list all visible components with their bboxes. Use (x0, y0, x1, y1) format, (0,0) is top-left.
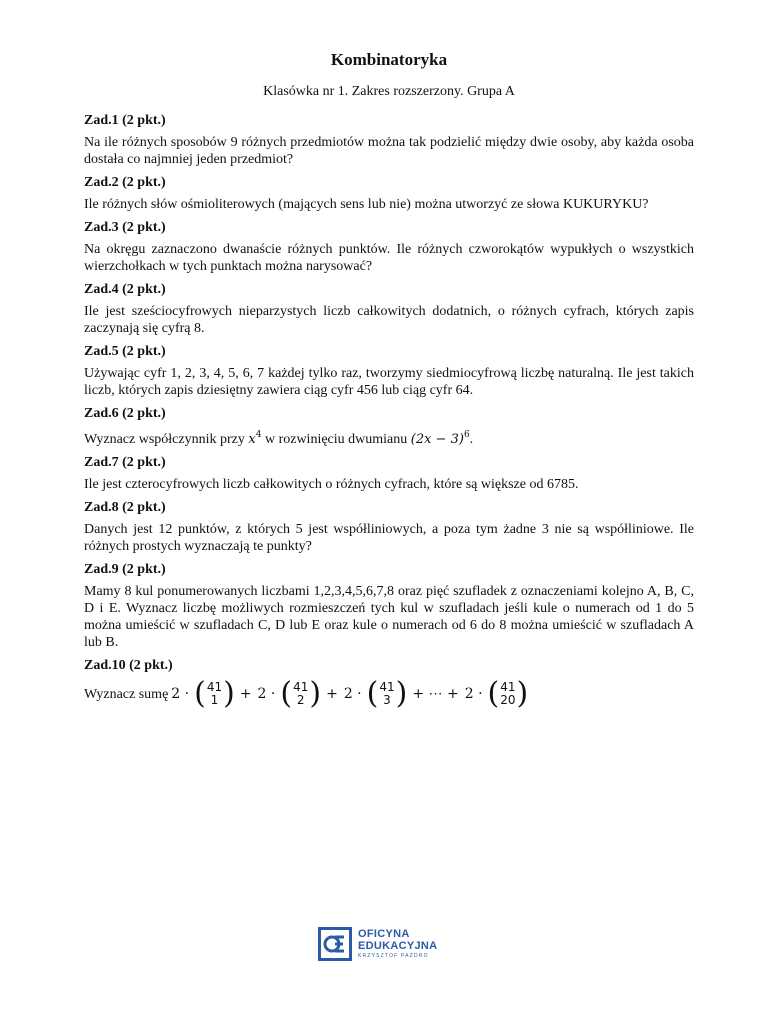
task-text: Ile jest sześciocyfrowych nieparzystych liczb całkowitych dodatnich, o różnych cyfrach, których zapis zaczynają się cyfrą 8. (84, 304, 694, 336)
binom-bottom: 2 (296, 693, 305, 707)
binom-stack (499, 681, 516, 707)
document-page (84, 50, 694, 715)
left-paren: ( (487, 676, 500, 711)
logo-line-2: EDUKACYJNA (358, 939, 438, 952)
binom-bottom: 3 (383, 693, 391, 707)
math-binomial (411, 432, 470, 447)
binomial-coefficient (366, 676, 408, 711)
left-paren: ( (366, 676, 379, 711)
right-paren: ) (395, 676, 408, 711)
task-heading: Zad.7 (2 pkt.) (84, 455, 166, 470)
task-heading: Zad.4 (2 pkt.) (84, 282, 166, 297)
math-binom-expr: (2x − 3) (410, 432, 464, 447)
binom-top: 41 (293, 680, 309, 694)
binom-top: 41 (206, 680, 223, 694)
task-heading: Zad.9 (2 pkt.) (84, 562, 166, 577)
task-1 (84, 112, 694, 168)
task-text (84, 427, 694, 448)
task-text-part: w rozwinięciu dwumianu (261, 432, 411, 447)
coefficient: 2 · (464, 685, 483, 702)
task-text: Ile jest czterocyfrowych liczb całkowitych o różnych cyfrach, które są większe od 6785. (84, 477, 579, 492)
task-text: Mamy 8 kul ponumerowanych liczbami 1,2,3,4,5,6,7,8 oraz pięć szufladek z oznaczeniami kolejno A, B, C, D i E. Wyznacz liczbę możliwych rozmieszczeń tych kul w szufladach jeśli kule o numerach od 1 do 5 można umieścić w szufladach C, D lub E oraz kule o numerach od 6 do 8 można umieścić w szufladach A lub B. (84, 584, 694, 650)
task-3 (84, 219, 694, 275)
left-paren: ( (194, 676, 206, 711)
coefficient: 2 · (171, 685, 190, 702)
coefficient: 2 · (343, 685, 362, 702)
math-var: x (248, 432, 256, 447)
task-2 (84, 174, 694, 213)
task-text: Na okręgu zaznaczono dwanaście różnych punktów. Ile różnych czworokątów wypukłych o wszystkich wierzchołkach w tych punktach można narysować? (84, 242, 694, 274)
task-10 (84, 657, 694, 709)
task-7 (84, 454, 694, 493)
logo-line-1: OFICYNA (358, 927, 410, 940)
binomial-coefficient (194, 676, 235, 711)
binomial-coefficient (487, 676, 529, 711)
task-heading: Zad.5 (2 pkt.) (84, 344, 166, 359)
right-paren: ) (309, 676, 322, 711)
task-5 (84, 343, 694, 399)
logo-line-3: KRZYSZTOF PAZDRO (358, 952, 429, 959)
right-paren: ) (516, 676, 529, 711)
binom-top: 41 (500, 680, 516, 694)
binom-bottom: 20 (500, 693, 516, 707)
document-title: Kombinatoryka (330, 50, 448, 69)
task-text (84, 676, 694, 711)
plus-sign: + (326, 685, 338, 702)
oe-monogram-svg (323, 933, 347, 955)
task-6 (84, 405, 694, 448)
binom-stack (206, 681, 223, 707)
task-text: Na ile różnych sposobów 9 różnych przedmiotów można tak podzielić między dwie osoby, aby każda osoba dostała co najmniej jeden przedmiot? (84, 135, 694, 167)
math-exponent: 6 (463, 430, 470, 440)
oe-monogram-icon (318, 927, 352, 961)
task-4 (84, 281, 694, 337)
ellipsis-sum: + ⋯ + (412, 685, 459, 702)
document-subtitle: Klasówka nr 1. Zakres rozszerzony. Grupa A (263, 84, 515, 99)
task-heading: Zad.2 (2 pkt.) (84, 175, 166, 190)
task-9 (84, 561, 694, 651)
binom-stack (292, 681, 309, 707)
task-heading: Zad.6 (2 pkt.) (84, 406, 166, 421)
task-text: Ile różnych słów ośmioliterowych (mających sens lub nie) można utworzyć ze słowa KUKURYKU? (84, 197, 649, 212)
logo-text (358, 928, 437, 961)
task-8 (84, 499, 694, 555)
math-variable (248, 432, 261, 447)
right-paren: ) (223, 676, 235, 711)
task-text-part: Wyznacz sumę (84, 686, 169, 702)
task-text: Używając cyfr 1, 2, 3, 4, 5, 6, 7 każdej tylko raz, tworzymy siedmiocyfrową liczbę naturalną. Ile jest takich liczb, których zapis dziesiętny zawiera ciąg cyfr 456 lub ciąg cyfr 64. (84, 366, 694, 398)
math-exponent: 4 (255, 430, 262, 440)
task-heading: Zad.8 (2 pkt.) (84, 500, 166, 515)
publisher-logo (318, 924, 468, 964)
binomial-coefficient (280, 676, 322, 711)
binom-bottom: 1 (210, 693, 219, 707)
task-text: Danych jest 12 punktów, z których 5 jest współliniowych, a poza tym żadne 3 nie są współliniowe. Ile różnych prostych wyznaczają te punkty? (84, 522, 694, 554)
task-text-part: . (469, 432, 474, 447)
task-heading: Zad.3 (2 pkt.) (84, 220, 166, 235)
left-paren: ( (280, 676, 293, 711)
binom-top: 41 (379, 680, 395, 694)
plus-sign: + (239, 685, 252, 702)
task-heading: Zad.1 (2 pkt.) (84, 113, 166, 128)
coefficient: 2 · (257, 685, 276, 702)
binom-stack (378, 681, 395, 707)
task-text-part: Wyznacz współczynnik przy (84, 432, 249, 447)
task-heading: Zad.10 (2 pkt.) (84, 658, 173, 673)
